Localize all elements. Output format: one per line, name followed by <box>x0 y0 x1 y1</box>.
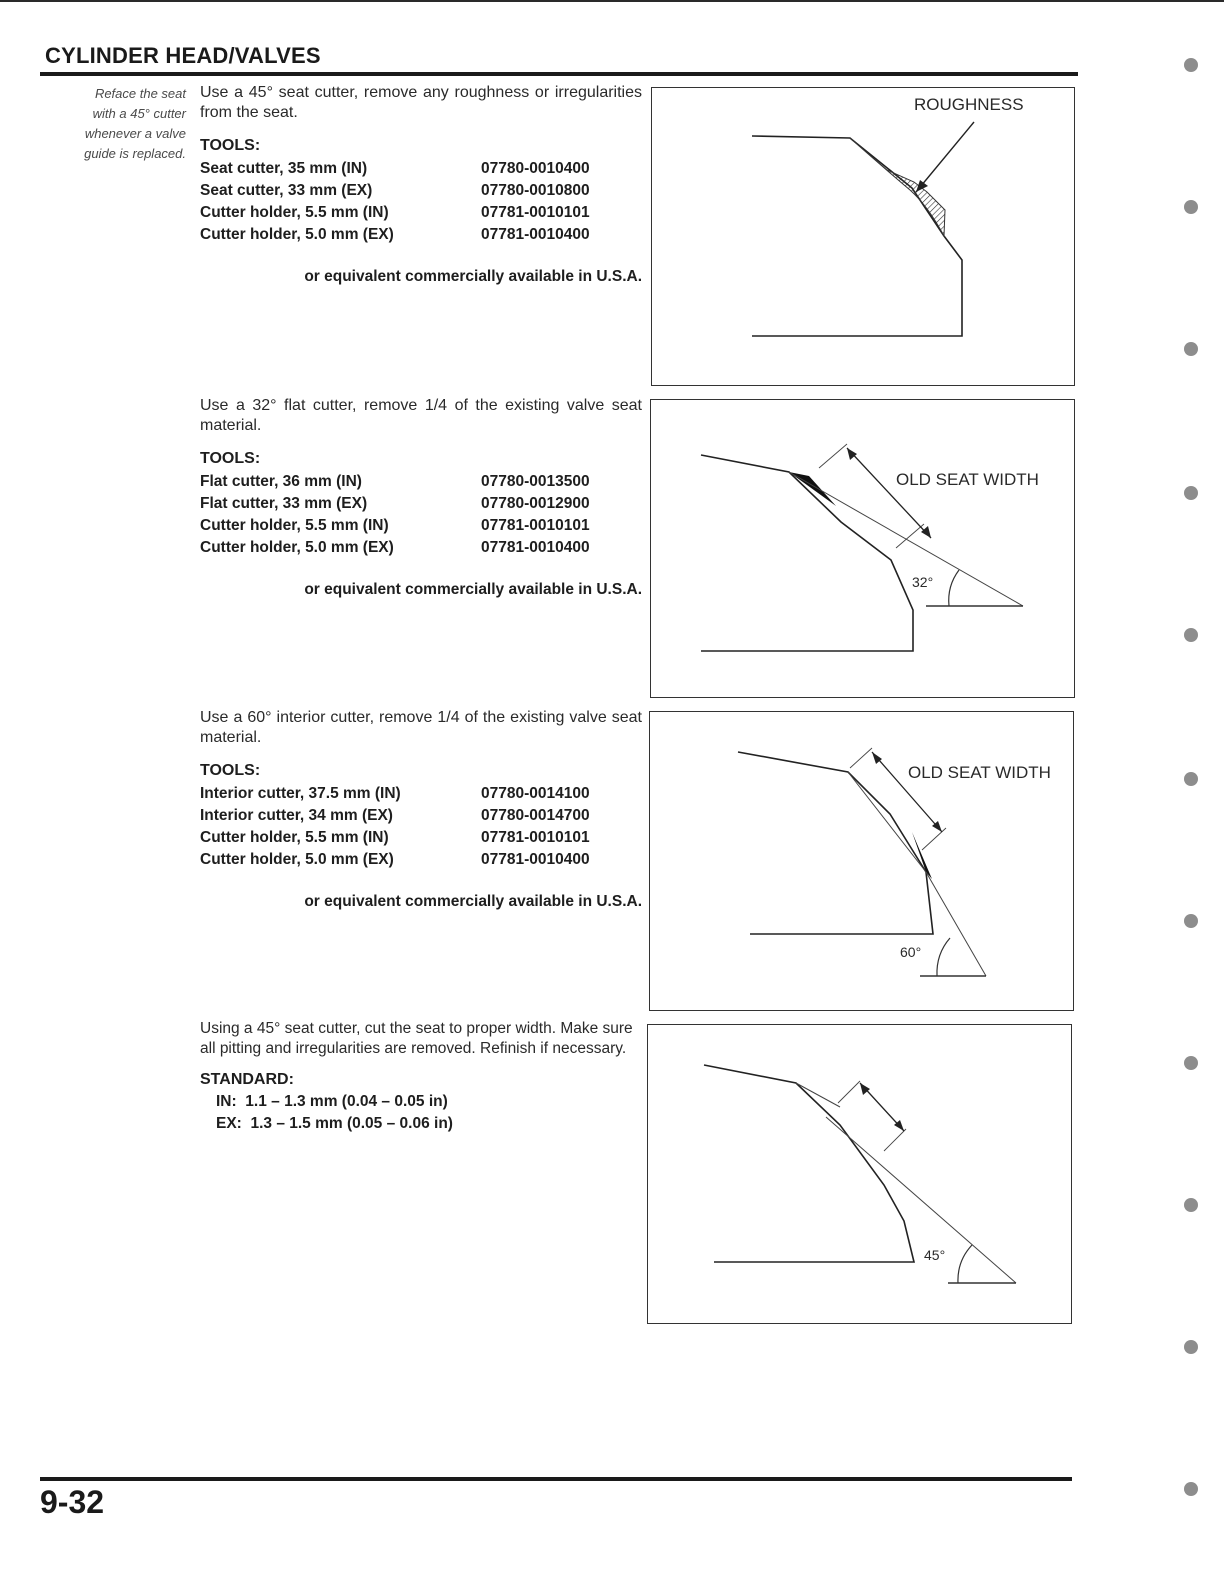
tool-name: Cutter holder, 5.0 mm (EX) <box>200 539 394 556</box>
tool-number: 07780-0013500 <box>481 473 590 490</box>
side-note-line: guide is replaced. <box>84 146 186 161</box>
tool-row <box>200 471 642 493</box>
tools-label: TOOLS: <box>200 137 261 154</box>
tool-number: 07780-0014700 <box>481 807 590 824</box>
tool-number: 07780-0010400 <box>481 160 590 177</box>
binder-hole <box>1184 342 1198 356</box>
step-3-text-block <box>200 708 642 911</box>
tool-row <box>200 202 642 224</box>
angle-label: 45° <box>924 1247 946 1263</box>
section-title: CYLINDER HEAD/VALVES <box>45 43 321 68</box>
tool-row <box>200 783 642 805</box>
old-seat-width-label: OLD SEAT WIDTH <box>908 763 1051 782</box>
tools-list <box>200 158 642 246</box>
final-cut-figure <box>647 1024 1072 1324</box>
interior-cut-diagram <box>650 712 1073 1010</box>
side-note-line: with a 45° cutter <box>92 106 186 121</box>
standard-row-value: 1.3 – 1.5 mm (0.05 – 0.06 in) <box>250 1115 453 1132</box>
side-note <box>40 84 186 164</box>
tools-list <box>200 783 642 871</box>
side-note-line: Reface the seat <box>94 86 186 101</box>
step-4-instruction: Using a 45° seat cutter, cut the seat to proper width. Make sure all pitting and irregularities are removed. Refinish if necessary. <box>200 1020 633 1057</box>
binder-hole <box>1184 58 1198 72</box>
tool-name: Cutter holder, 5.5 mm (IN) <box>200 517 389 534</box>
tool-name: Cutter holder, 5.0 mm (EX) <box>200 226 394 243</box>
tool-name: Seat cutter, 35 mm (IN) <box>200 160 368 177</box>
tool-number: 07780-0012900 <box>481 495 590 512</box>
final-cut-diagram <box>648 1025 1071 1323</box>
tool-name: Flat cutter, 36 mm (IN) <box>200 473 362 490</box>
title-rule <box>40 72 1078 76</box>
standard-row-in <box>200 1091 636 1113</box>
tool-number: 07781-0010400 <box>481 851 590 868</box>
tool-name: Cutter holder, 5.0 mm (EX) <box>200 851 394 868</box>
standard-row-label: IN: <box>216 1093 237 1110</box>
flat-cut-diagram <box>651 400 1074 697</box>
tool-number: 07781-0010101 <box>481 829 590 846</box>
equivalent-note: or equivalent commercially available in U.S.A. <box>304 581 642 598</box>
tool-name: Interior cutter, 37.5 mm (IN) <box>200 785 401 802</box>
tools-label: TOOLS: <box>200 450 261 467</box>
side-note-line: whenever a valve <box>84 126 186 141</box>
tool-number: 07781-0010400 <box>481 226 590 243</box>
step-2-text-block <box>200 396 642 599</box>
binder-hole <box>1184 1482 1198 1496</box>
tool-number: 07780-0010800 <box>481 182 590 199</box>
binder-hole <box>1184 1198 1198 1212</box>
tool-number: 07781-0010101 <box>481 204 590 221</box>
step-2-instruction: Use a 32° flat cutter, remove 1/4 of the existing valve seat material. <box>200 397 642 434</box>
standard-row-value: 1.1 – 1.3 mm (0.04 – 0.05 in) <box>245 1093 448 1110</box>
angle-label: 32° <box>912 574 934 590</box>
tool-name: Seat cutter, 33 mm (EX) <box>200 182 373 199</box>
roughness-figure <box>651 87 1075 386</box>
step-1-text-block <box>200 83 642 286</box>
roughness-label: ROUGHNESS <box>914 95 1024 114</box>
tool-row <box>200 537 642 559</box>
standard-row-label: EX: <box>216 1115 242 1132</box>
tool-row <box>200 515 642 537</box>
binder-hole <box>1184 914 1198 928</box>
interior-cut-figure <box>649 711 1074 1011</box>
tools-label: TOOLS: <box>200 762 261 779</box>
angle-label: 60° <box>900 944 922 960</box>
binder-hole <box>1184 1340 1198 1354</box>
tool-row <box>200 158 642 180</box>
tools-list <box>200 471 642 559</box>
standard-row-ex <box>200 1113 636 1135</box>
tool-row <box>200 805 642 827</box>
binder-hole <box>1184 1056 1198 1070</box>
tool-row <box>200 849 642 871</box>
tool-name: Cutter holder, 5.5 mm (IN) <box>200 204 389 221</box>
standard-label: STANDARD: <box>200 1071 294 1088</box>
tool-name: Interior cutter, 34 mm (EX) <box>200 807 393 824</box>
roughness-diagram <box>652 88 1074 385</box>
tool-number: 07781-0010101 <box>481 517 590 534</box>
top-edge-rule <box>0 0 1224 2</box>
page-number: 9-32 <box>40 1484 105 1520</box>
tool-row <box>200 224 642 246</box>
old-seat-width-label: OLD SEAT WIDTH <box>896 470 1039 489</box>
tool-name: Cutter holder, 5.5 mm (IN) <box>200 829 389 846</box>
flat-cut-figure <box>650 399 1075 698</box>
tool-row <box>200 493 642 515</box>
equivalent-note: or equivalent commercially available in U.S.A. <box>304 893 642 910</box>
binder-hole <box>1184 628 1198 642</box>
binder-hole <box>1184 200 1198 214</box>
tool-row <box>200 827 642 849</box>
tool-name: Flat cutter, 33 mm (EX) <box>200 495 368 512</box>
tool-number: 07781-0010400 <box>481 539 590 556</box>
step-1-instruction: Use a 45° seat cutter, remove any roughness or irregularities from the seat. <box>200 84 642 121</box>
tool-row <box>200 180 642 202</box>
binder-hole <box>1184 772 1198 786</box>
step-4-text-block <box>200 1019 636 1135</box>
binder-hole <box>1184 486 1198 500</box>
footer-rule <box>40 1477 1072 1481</box>
step-3-instruction: Use a 60° interior cutter, remove 1/4 of the existing valve seat material. <box>200 709 642 746</box>
equivalent-note: or equivalent commercially available in U.S.A. <box>304 268 642 285</box>
tool-number: 07780-0014100 <box>481 785 590 802</box>
